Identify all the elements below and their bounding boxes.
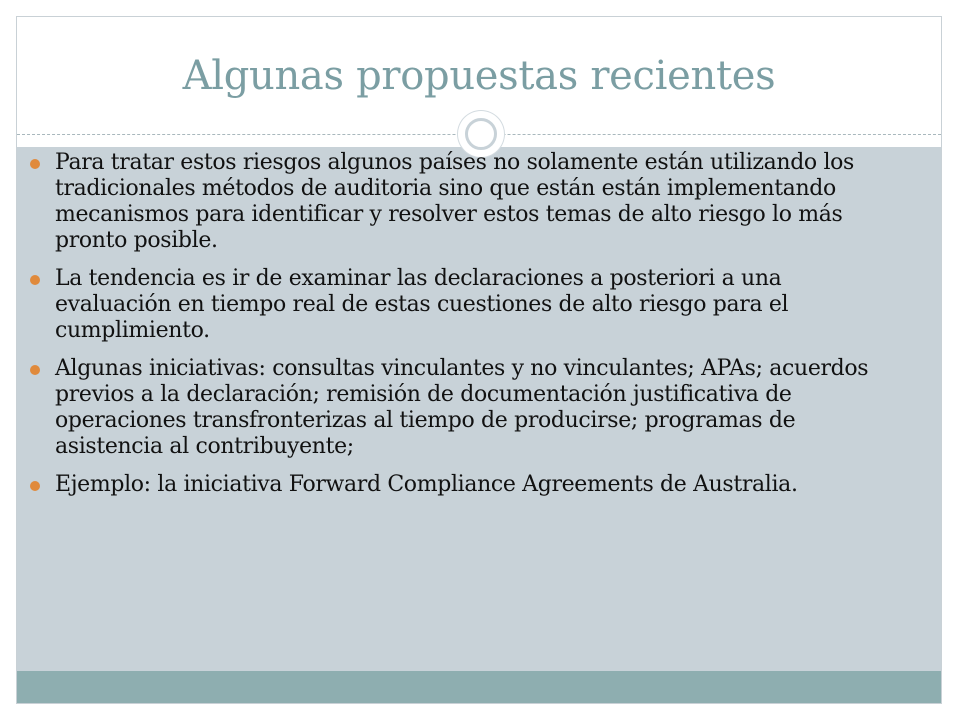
bullet-text: Ejemplo: la iniciativa Forward Compliance Agreements de Australia. (55, 472, 798, 497)
bullet-dot-icon (30, 275, 40, 285)
bullet-text: La tendencia es ir de examinar las declaraciones a posteriori a una evaluación en tiempo real de estas cuestiones de alto riesgo para el cumplimiento. (55, 266, 789, 343)
bullet-item (30, 150, 900, 254)
bullet-list (30, 150, 900, 510)
bullet-dot-icon (30, 159, 40, 169)
slide-title: Algunas propuestas recientes (182, 53, 776, 99)
bullet-text: Para tratar estos riesgos algunos países no solamente están utilizando los tradicionales métodos de auditoria sino que están están implementando mecanismos para identificar y resolver estos temas de alto riesgo lo más pronto posible. (55, 150, 854, 253)
bullet-text: Algunas iniciativas: consultas vinculantes y no vinculantes; APAs; acuerdos previos a la declaración; remisión de documentación justificativa de operaciones transfronterizas al tiempo de producirse; programas de asistencia al contribuyente; (55, 356, 869, 459)
bullet-item (30, 266, 900, 344)
bullet-item (30, 356, 900, 460)
bullet-dot-icon (30, 481, 40, 491)
footer-band (17, 671, 941, 703)
bullet-item (30, 472, 900, 498)
ring-icon (465, 118, 497, 150)
bullet-dot-icon (30, 365, 40, 375)
